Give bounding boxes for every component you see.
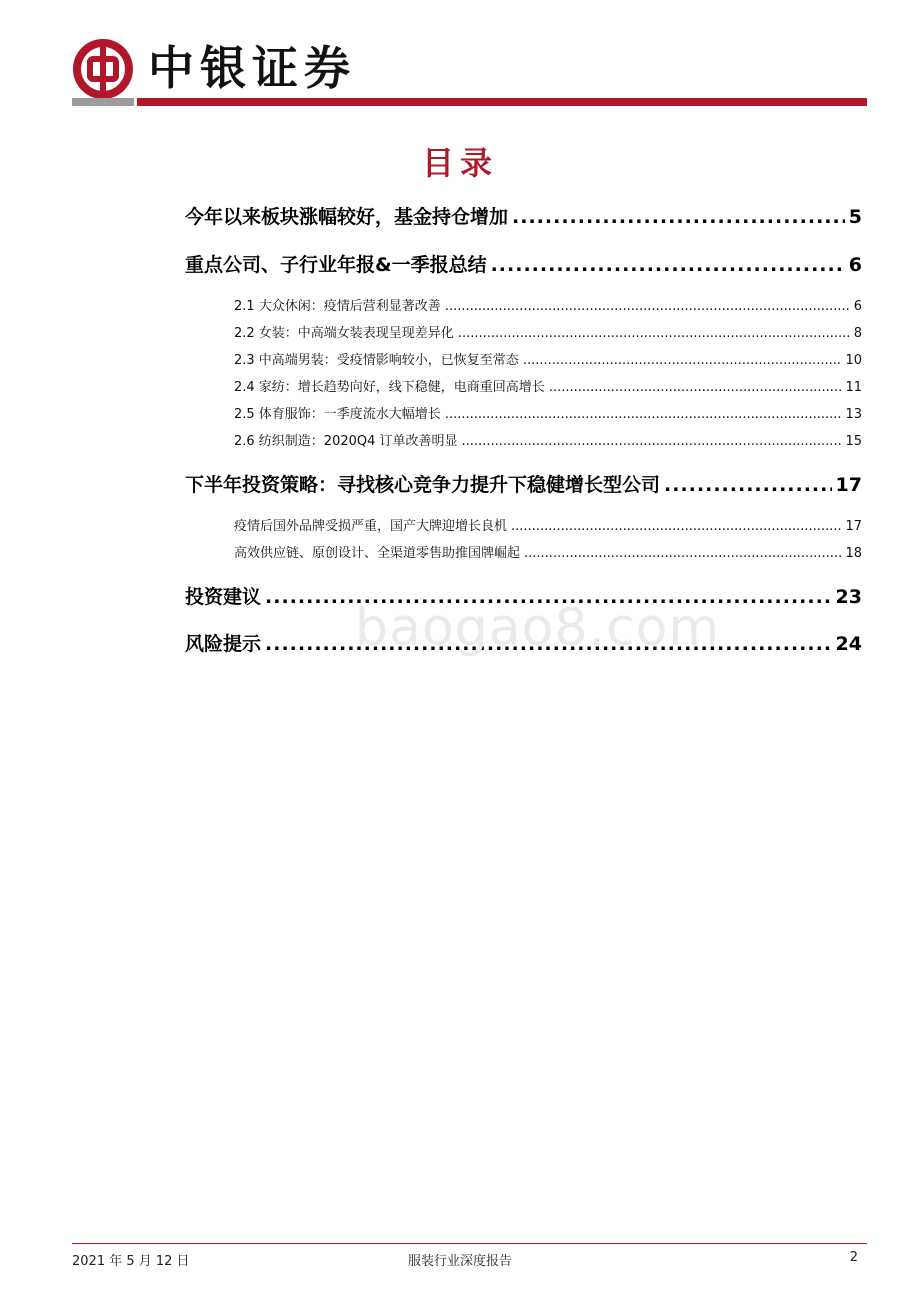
toc-entry-title: 疫情后国外品牌受损严重，国产大牌迎增长良机 (234, 519, 508, 534)
toc-entry-title: 2.2 女装：中高端女装表现呈现差异化 (234, 326, 454, 341)
toc-entry[interactable] (234, 295, 862, 315)
header-rule-red (137, 98, 867, 106)
toc-entry-title: 高效供应链、原创设计、全渠道零售助推国牌崛起 (234, 546, 521, 561)
toc-entry-page: 24 (835, 633, 862, 655)
toc-entry[interactable] (234, 349, 862, 369)
toc-dot-leader (524, 546, 841, 561)
toc-entry[interactable] (234, 430, 862, 450)
toc-entry[interactable] (185, 250, 862, 278)
toc-entry-title: 2.3 中高端男装：受疫情影响较小，已恢复至常态 (234, 353, 519, 368)
toc-entry[interactable] (234, 376, 862, 396)
toc-dot-leader (511, 519, 841, 534)
toc-entry-page: 23 (835, 586, 862, 608)
toc-entry-page: 8 (853, 326, 862, 341)
toc-entry-title: 今年以来板块涨幅较好，基金持仓增加 (185, 206, 509, 228)
toc-entry-title: 重点公司、子行业年报&一季报总结 (185, 254, 487, 276)
toc-dot-leader (491, 254, 845, 276)
toc-entry[interactable] (234, 542, 862, 562)
toc-entry[interactable] (185, 470, 862, 498)
toc-entry-page: 17 (835, 474, 862, 496)
toc-entry-page: 10 (845, 353, 862, 368)
toc-entry-title: 2.1 大众休闲：疫情后营利显著改善 (234, 299, 441, 314)
toc-entry-title: 2.4 家纺：增长趋势向好，线下稳健，电商重回高增长 (234, 380, 545, 395)
toc-entry-page: 6 (848, 254, 862, 276)
toc-entry-page: 15 (845, 434, 862, 449)
toc-entry[interactable] (234, 403, 862, 423)
toc-entry-page: 13 (845, 407, 862, 422)
footer-report-title: 服装行业深度报告 (407, 1254, 512, 1269)
toc-entry[interactable] (234, 322, 862, 342)
toc-dot-leader (549, 380, 842, 395)
toc-entry-title: 投资建议 (185, 586, 262, 608)
toc-dot-leader (445, 299, 850, 314)
bank-of-china-logo-icon (72, 38, 134, 100)
toc-dot-leader (445, 407, 842, 422)
toc-dot-leader (512, 206, 845, 228)
toc-entry-title: 下半年投资策略：寻找核心竞争力提升下稳健增长型公司 (185, 474, 661, 496)
footer-rule (72, 1243, 867, 1244)
toc-entry-title: 风险提示 (185, 633, 262, 655)
toc-entry-page: 5 (848, 206, 862, 228)
toc-entry[interactable] (185, 202, 862, 230)
toc-entry-page: 17 (845, 519, 862, 534)
toc-entry-title: 2.5 体育服饰：一季度流水大幅增长 (234, 407, 441, 422)
brand-name: 中银证券 (148, 41, 356, 95)
toc-dot-leader (664, 474, 832, 496)
header-rule-grey (72, 98, 134, 106)
toc-dot-leader (523, 353, 842, 368)
toc-dot-leader (462, 434, 842, 449)
footer-date: 2021 年 5 月 12 日 (72, 1254, 190, 1269)
toc-entry-page: 11 (845, 380, 862, 395)
toc-entry-title: 2.6 纺织制造：2020Q4 订单改善明显 (234, 434, 458, 449)
toc-entry-page: 6 (853, 299, 862, 314)
toc-entry-page: 18 (845, 546, 862, 561)
footer-page-number: 2 (849, 1250, 858, 1265)
watermark: baogao8.com (355, 598, 721, 658)
toc-title: 目录 (421, 144, 498, 182)
toc-dot-leader (458, 326, 850, 341)
toc-entry[interactable] (234, 515, 862, 535)
